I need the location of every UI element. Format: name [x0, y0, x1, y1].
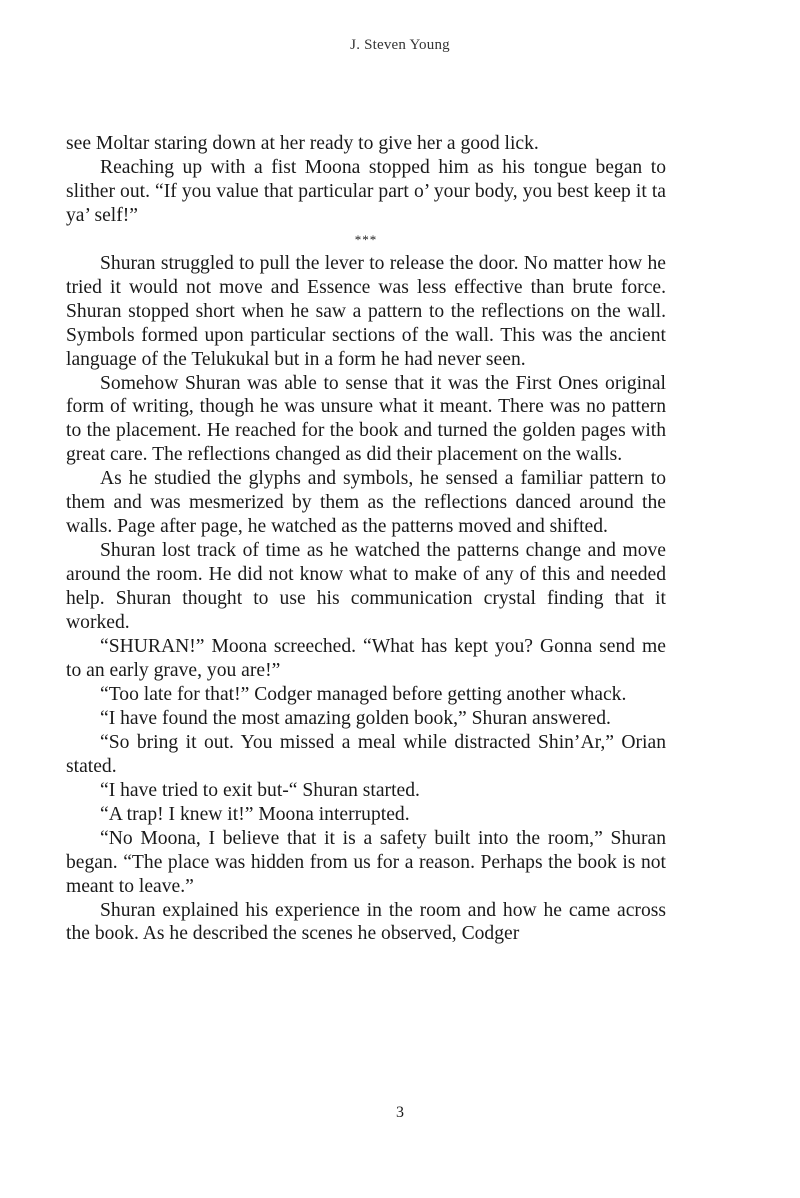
paragraph: see Moltar staring down at her ready to give her a good lick.: [66, 133, 539, 154]
paragraph: “SHURAN!” Moona screeched. “What has kept you? Gonna send me to an early grave, you are!”: [66, 636, 666, 681]
page-number: 3: [396, 1104, 404, 1121]
body-text: [66, 132, 666, 946]
paragraph: “No Moona, I believe that it is a safety built into the room,” Shuran began. “The place was hidden from us for a reason. Perhaps the book is not meant to leave.”: [66, 827, 666, 897]
paragraph: Shuran lost track of time as he watched the patterns change and move around the room. He did not know what to make of any of this and needed help. Shuran thought to use his communication crystal finding that it worked.: [66, 540, 666, 634]
paragraph: “Too late for that!” Codger managed before getting another whack.: [100, 683, 627, 705]
paragraph: Reaching up with a fist Moona stopped him as his tongue began to slither out. “If you value that particular part o’ your body, you best keep it ta ya’ self!”: [66, 156, 666, 226]
paragraph: Shuran struggled to pull the lever to release the door. No matter how he tried it would not move and Essence was less effective than brute force. Shuran stopped short when he saw a pattern to the reflections on the wall. Symbols formed upon particular sections of the wall. This was the ancient language of the Telukukal but in a form he had never seen.: [66, 252, 666, 370]
running-header-author: J. Steven Young: [350, 37, 450, 53]
scene-break: ***: [354, 231, 378, 247]
paragraph: “So bring it out. You missed a meal while distracted Shin’Ar,” Orian stated.: [66, 731, 666, 777]
paragraph: “A trap! I knew it!” Moona interrupted.: [100, 803, 410, 825]
paragraph: “I have found the most amazing golden book,” Shuran answered.: [100, 707, 611, 729]
paragraph: Shuran explained his experience in the room and how he came across the book. As he described the scenes he observed, Codger: [66, 899, 666, 945]
paragraph: “I have tried to exit but-“ Shuran started.: [100, 779, 420, 801]
paragraph: Somehow Shuran was able to sense that it was the First Ones original form of writing, though he was unsure what it meant. There was no pattern to the placement. He reached for the book and turned the golden pages with great care. The reflections changed as did their placement on the walls.: [66, 372, 666, 466]
paragraph: As he studied the glyphs and symbols, he sensed a familiar pattern to them and was mesmerized by them as the reflections danced around the walls. Page after page, he watched as the patterns moved and shifted.: [66, 468, 666, 538]
